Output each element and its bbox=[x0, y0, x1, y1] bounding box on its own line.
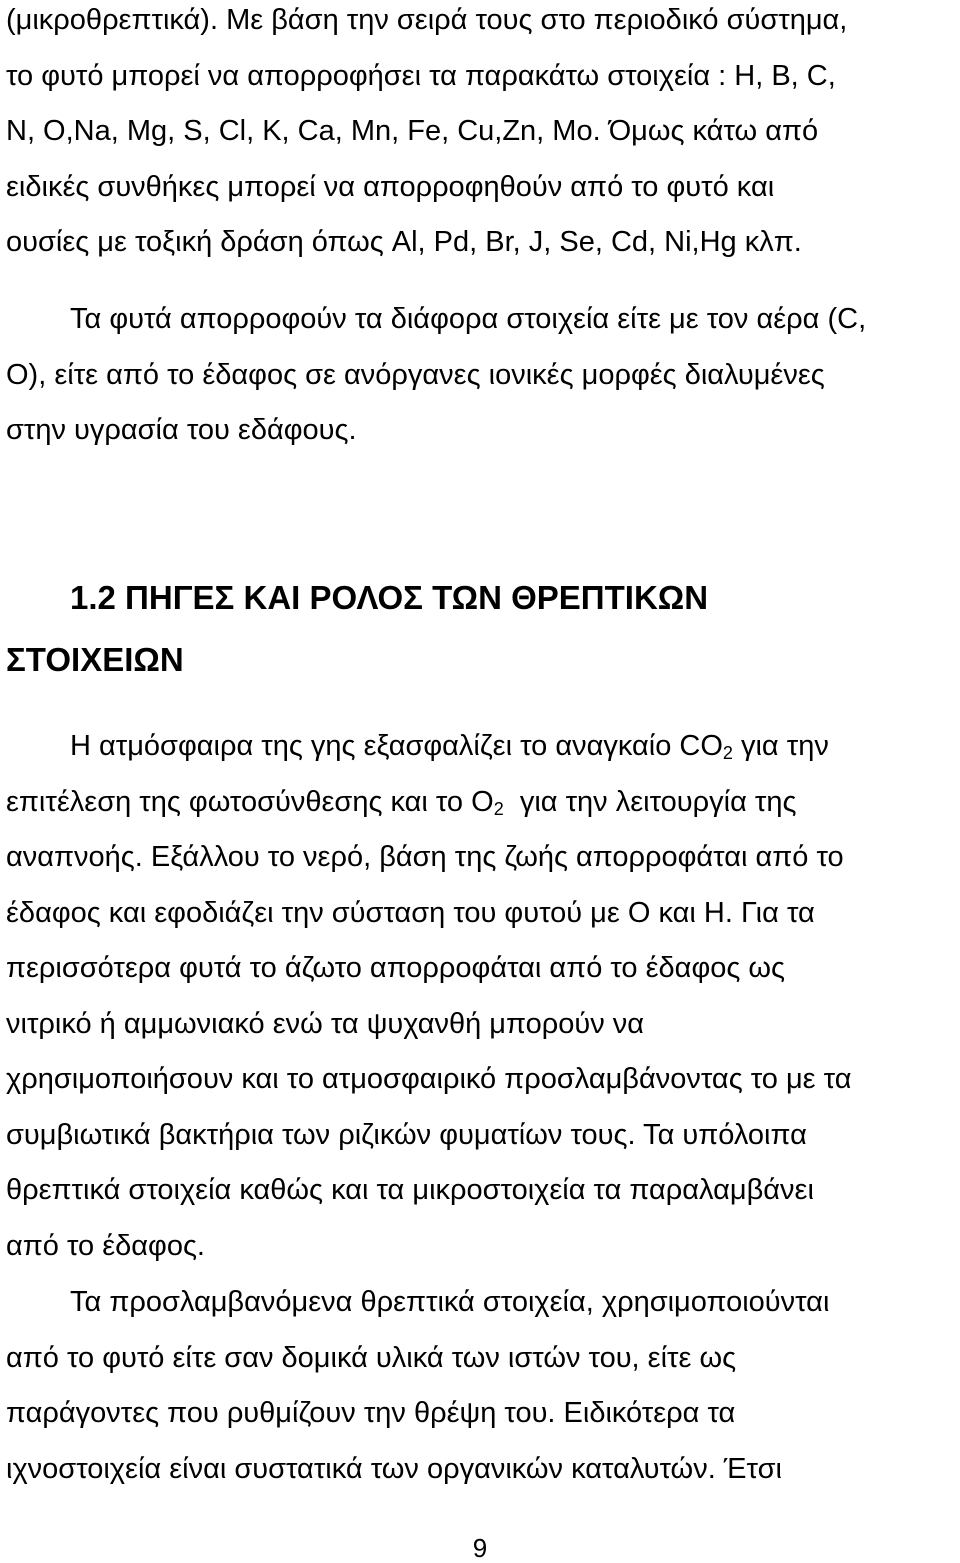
text-fragment: επιτέλεση της φωτοσύνθεσης και το O bbox=[6, 786, 494, 818]
text-line: Τα φυτά απορροφούν τα διάφορα στοιχεία είτε με τον αέρα (C, bbox=[70, 303, 867, 335]
text-line: από το φυτό είτε σαν δομικά υλικά των ιστών του, είτε ως bbox=[6, 1342, 737, 1374]
text-fragment: για την bbox=[732, 730, 829, 762]
text-line: παράγοντες που ρυθμίζουν την θρέψη του. Ειδικότερα τα bbox=[6, 1397, 736, 1429]
text-line: το φυτό μπορεί να απορροφήσει τα παρακάτω στοιχεία : H, B, C, bbox=[6, 60, 836, 92]
subscript: 2 bbox=[722, 743, 733, 763]
section-heading-line: 1.2 ΠΗΓΕΣ ΚΑΙ ΡΟΛΟΣ ΤΩΝ ΘΡΕΠΤΙΚΩΝ bbox=[70, 579, 709, 616]
text-line: στην υγρασία του εδάφους. bbox=[6, 414, 357, 446]
text-line: ουσίες με τοξική δράση όπως Al, Pd, Br, J, Se, Cd, Ni,Hg κλπ. bbox=[6, 226, 802, 258]
text-fragment: Η ατμόσφαιρα της γης εξασφαλίζει το αναγκαίο CO bbox=[70, 730, 723, 762]
subscript: 2 bbox=[493, 799, 504, 819]
text-line: έδαφος και εφοδιάζει την σύσταση του φυτού με O και H. Για τα bbox=[6, 897, 815, 929]
text-line: N, O,Na, Mg, S, Cl, K, Ca, Mn, Fe, Cu,Zn, Mo. Όμως κάτω από bbox=[6, 115, 819, 147]
text-line: O), είτε από το έδαφος σε ανόργανες ιονικές μορφές διαλυμένες bbox=[6, 359, 825, 391]
text-line: περισσότερα φυτά το άζωτο απορροφάται από το έδαφος ως bbox=[6, 952, 786, 984]
text-line: ειδικές συνθήκες μπορεί να απορροφηθούν από το φυτό και bbox=[6, 171, 775, 203]
text-line: ιχνοστοιχεία είναι συστατικά των οργανικών καταλυτών. Έτσι bbox=[6, 1453, 782, 1485]
text-fragment: για την λειτουργία της bbox=[503, 786, 797, 818]
page-number: 9 bbox=[472, 1533, 488, 1563]
text-line bbox=[6, 784, 796, 820]
text-line: θρεπτικά στοιχεία καθώς και τα μικροστοιχεία τα παραλαμβάνει bbox=[6, 1174, 814, 1206]
text-line: συμβιωτικά βακτήρια των ριζικών φυματίων τους. Τα υπόλοιπα bbox=[6, 1119, 807, 1151]
text-line: Τα προσλαμβανόμενα θρεπτικά στοιχεία, χρησιμοποιούνται bbox=[70, 1286, 830, 1318]
section-heading-line: ΣΤΟΙΧΕΙΩΝ bbox=[6, 641, 184, 678]
text-line bbox=[70, 728, 829, 764]
text-line: από το έδαφος. bbox=[6, 1230, 205, 1262]
text-line: αναπνοής. Εξάλλου το νερό, βάση της ζωής απορροφάται από το bbox=[6, 841, 844, 873]
text-line: νιτρικό ή αμμωνιακό ενώ τα ψυχανθή μπορούν να bbox=[6, 1008, 645, 1040]
text-line: χρησιμοποιήσουν και το ατμοσφαιρικό προσλαμβάνοντας το με τα bbox=[6, 1063, 852, 1095]
text-line: (μικροθρεπτικά). Με βάση την σειρά τους στο περιοδικό σύστημα, bbox=[6, 4, 848, 36]
